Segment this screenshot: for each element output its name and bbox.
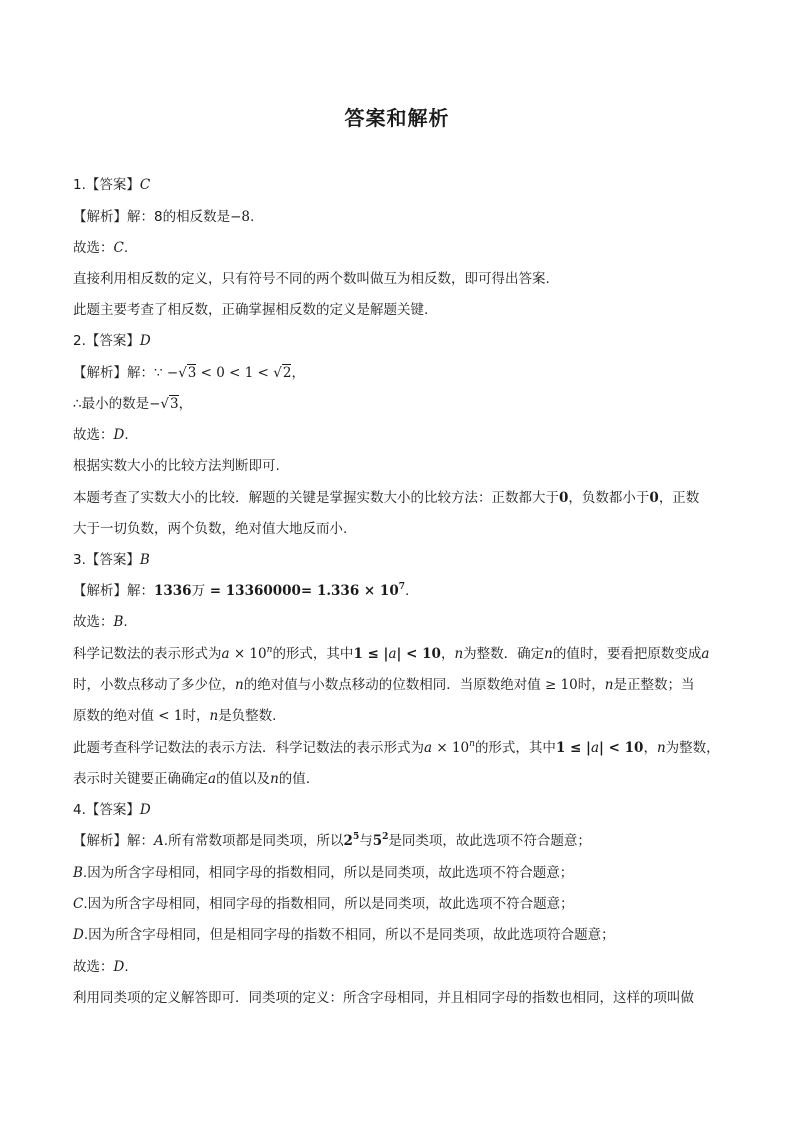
math: n (235, 677, 244, 693)
q3-explanation-line-3 (73, 707, 733, 725)
math: | < 10 (396, 646, 441, 662)
math: | < 10 (599, 740, 644, 756)
q1-number: 1. (73, 177, 86, 193)
text: ， (291, 365, 305, 381)
text: ，负数都小于 (568, 490, 650, 506)
math: 1336 (154, 583, 192, 599)
text: 故选： (73, 959, 114, 975)
math: a (221, 646, 230, 662)
q4-answer-line (73, 801, 733, 819)
text: 万 (191, 583, 206, 599)
math: = 13360000= 1.336 × 10 (205, 583, 399, 599)
text: . (123, 614, 128, 630)
answer-tag: 【答案】 (85, 177, 140, 193)
math: D (113, 959, 125, 975)
q4-option-b-line (73, 864, 733, 882)
q3-answer: B (139, 552, 150, 568)
q4-number: 4. (73, 802, 86, 818)
option-letter: C (73, 896, 84, 912)
math: × 10 (432, 740, 470, 756)
text: 本题考查了实数大小的比较．解题的关键是掌握实数大小的比较方法：正数都大于 (73, 490, 559, 506)
text: . (124, 959, 129, 975)
text: 解： (127, 583, 154, 599)
math: < 1 (154, 708, 183, 724)
exponent: 5 (352, 832, 360, 842)
math: 2 (343, 833, 353, 849)
text: . (123, 240, 129, 256)
q2-analysis-line (73, 364, 733, 382)
text: .因为所含字母相同，相同字母的指数相同，所以是同类项，故此选项不符合题意； (83, 896, 574, 912)
math: −8 (230, 209, 250, 225)
text: 的绝对值与小数点移动的位数相同．当原数绝对值 (243, 677, 541, 693)
text: 时，小数点移动了多少位， (73, 677, 235, 693)
math: a (208, 771, 217, 787)
q3-summary-line-1 (73, 739, 733, 757)
answer-tag: 【答案】 (85, 552, 140, 568)
math: n (656, 740, 666, 756)
text: 原数的绝对值 (73, 708, 154, 724)
text: . (124, 427, 129, 443)
radicand: 2 (282, 365, 292, 381)
math: C (113, 240, 124, 256)
text: 的形式，其中 (474, 740, 556, 756)
exponent: 7 (398, 582, 405, 592)
option-letter: B (73, 865, 83, 881)
text: 时， (577, 677, 605, 693)
analysis-tag: 【解析】 (73, 583, 127, 599)
math: a (590, 740, 600, 756)
text: 故选： (73, 614, 114, 630)
text: .因为所含字母相同，相同字母的指数相同，所以是同类项，故此选项不符合题意； (82, 865, 574, 881)
math: a (701, 646, 710, 662)
q4-analysis-line (73, 832, 733, 850)
text: 是负整数. (218, 708, 277, 724)
option-letter: D (73, 927, 84, 943)
q4-answer: D (139, 802, 151, 818)
text: 故选： (73, 427, 114, 443)
q2-choice-line (73, 426, 733, 444)
text: ， (440, 646, 455, 662)
text: 为整数．确定 (463, 646, 545, 662)
page-title: 答案和解析 (344, 106, 450, 130)
math: 1 ≤ | (353, 646, 389, 662)
analysis-tag: 【解析】 (73, 365, 127, 381)
text: 解： (127, 833, 154, 849)
radicand: 3 (170, 396, 179, 412)
q1-answer-line (73, 176, 733, 194)
text: . (250, 209, 255, 225)
math: < 0 < 1 < √ (196, 365, 282, 381)
q3-answer-line (73, 551, 733, 569)
math: a (424, 740, 433, 756)
math: n (544, 646, 553, 662)
math: B (113, 614, 124, 630)
text: 解：8的相反数是 (127, 209, 231, 225)
q2-min-line (73, 395, 733, 413)
text: .所有常数项都是同类项，所以 (163, 833, 344, 849)
q3-choice-line (73, 613, 733, 631)
text: 解： (127, 365, 154, 381)
text: 故选： (73, 240, 114, 256)
math: × 10 (229, 646, 267, 662)
math: n (209, 708, 219, 724)
q2-answer: D (139, 333, 151, 349)
text: 科学记数法的表示形式为 (73, 646, 222, 662)
math: A (154, 833, 164, 849)
math: −√ (149, 396, 170, 412)
math: ≥ 10 (540, 677, 578, 693)
q1-choice-line (73, 239, 733, 257)
q3-explanation-line-1 (73, 645, 733, 663)
exponent: n (266, 645, 273, 655)
text: 的值以及 (216, 771, 271, 787)
q1-summary-line: 此题主要考查了相反数，正确掌握相反数的定义是解题关键. (73, 302, 429, 318)
math: D (113, 427, 125, 443)
q2-answer-line (73, 332, 733, 350)
math: 0 (559, 490, 569, 506)
text: 是同类项，故此选项不符合题意； (388, 833, 591, 849)
q1-answer: C (139, 177, 151, 193)
text: 的形式，其中 (272, 646, 354, 662)
analysis-tag: 【解析】 (73, 209, 127, 225)
text: 表示时关键要正确确定 (73, 771, 208, 787)
text: . (404, 583, 410, 599)
q2-summary-line (73, 489, 733, 507)
text: ， (643, 740, 657, 756)
text: 是正整数；当 (613, 677, 695, 693)
math: ∵ −√ (154, 365, 187, 381)
text: 此题考查科学记数法的表示方法．科学记数法的表示形式为 (73, 740, 424, 756)
math: n (604, 677, 614, 693)
q2-explanation-line: 根据实数大小的比较方法判断即可. (73, 458, 280, 474)
q4-choice-line (73, 958, 733, 976)
math: n (454, 646, 464, 662)
q3-explanation-line-2 (73, 676, 733, 694)
math: 1 ≤ | (555, 740, 591, 756)
text: ， (178, 396, 193, 412)
q1-explanation-line: 直接利用相反数的定义，只有符号不同的两个数叫做互为相反数，即可得出答案. (73, 271, 550, 287)
exponent: n (469, 739, 475, 749)
text: ∴最小的数是 (73, 396, 150, 412)
radicand: 3 (187, 365, 197, 381)
text: .因为所含字母相同，但是相同字母的指数不相同，所以不是同类项，故此选项符合题意； (83, 927, 615, 943)
text: ，正数 (658, 490, 700, 506)
math: a (388, 646, 397, 662)
text: 时， (182, 708, 210, 724)
q4-explanation-line: 利用同类项的定义解答即可．同类项的定义：所含字母相同，并且相同字母的指数也相同，这样的项叫做 (73, 990, 694, 1006)
answer-tag: 【答案】 (85, 802, 140, 818)
q3-analysis-line (73, 582, 733, 600)
q4-option-d-line (73, 926, 733, 944)
math: 5 (372, 833, 383, 849)
exponent: 2 (382, 832, 389, 842)
q2-summary-line-2: 大于一切负数，两个负数，绝对值大地反而小. (73, 521, 348, 537)
text: 为整数， (665, 740, 720, 756)
text: 的值. (278, 771, 311, 787)
q1-analysis-line (73, 208, 733, 226)
analysis-tag: 【解析】 (73, 833, 127, 849)
q3-summary-line-2 (73, 770, 733, 788)
math: 0 (649, 490, 659, 506)
text: 与 (359, 833, 373, 849)
q3-number: 3. (73, 552, 86, 568)
text: 的值时，要看把原数变成 (552, 646, 702, 662)
math: n (270, 771, 279, 787)
answer-tag: 【答案】 (85, 333, 140, 349)
q2-number: 2. (73, 333, 86, 349)
q4-option-c-line (73, 895, 733, 913)
